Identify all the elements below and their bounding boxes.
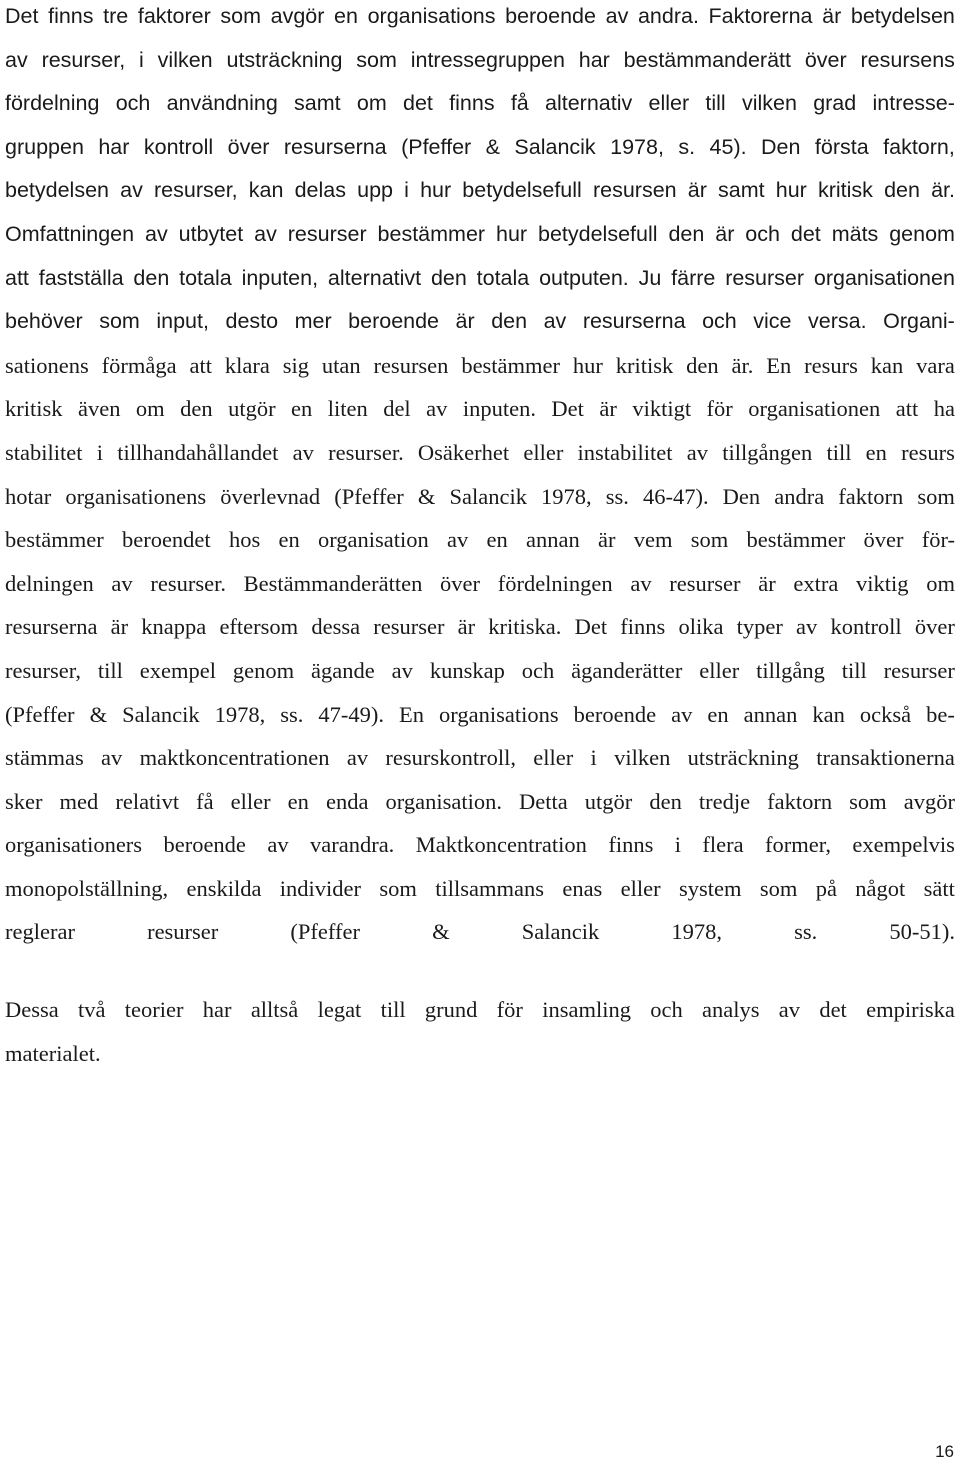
text-line: bestämmer beroendet hos en organisation av en annan är vem som bestämmer över för- bbox=[5, 527, 955, 553]
text-line: fördelning och användning samt om det finns få alternativ eller till vilken grad intresse- bbox=[5, 91, 955, 116]
page-number: 16 bbox=[935, 1442, 954, 1461]
text-line: gruppen har kontroll över resurserna (Pfeffer & Salancik 1978, s. 45). Den första faktorn, bbox=[5, 134, 955, 159]
text-line: att fastställa den totala inputen, alternativt den totala outputen. Ju färre resurser organisationen bbox=[5, 265, 955, 290]
text-line: sationens förmåga att klara sig utan resursen bestämmer hur kritisk den är. En resurs kan vara bbox=[5, 352, 955, 378]
text-line: delningen av resurser. Bestämmanderätten över fördelningen av resurser är extra viktig om bbox=[5, 570, 955, 596]
text-line: resurserna är knappa eftersom dessa resurser är kritiska. Det finns olika typer av kontroll över bbox=[5, 614, 955, 640]
text-line: monopolställning, enskilda individer som tillsammans enas eller system som på något sätt bbox=[5, 875, 955, 901]
text-line: materialet. bbox=[5, 1040, 101, 1066]
text-line: (Pfeffer & Salancik 1978, ss. 47-49). En organisations beroende av en annan kan också be- bbox=[5, 701, 955, 727]
text-line: hotar organisationens överlevnad (Pfeffer & Salancik 1978, ss. 46-47). Den andra faktorn som bbox=[5, 483, 955, 509]
text-line: Dessa två teorier har alltså legat till grund för insamling och analys av det empiriska bbox=[5, 997, 955, 1022]
text-line: Det finns tre faktorer som avgör en organisations beroende av andra. Faktorerna är betydelsen bbox=[5, 4, 955, 28]
text-line: organisationers beroende av varandra. Maktkoncentration finns i flera former, exempelvis bbox=[5, 832, 955, 858]
text-line: betydelsen av resurser, kan delas upp i hur betydelsefull resursen är samt hur kritisk den är. bbox=[5, 178, 955, 203]
body-paragraph-1 bbox=[5, 0, 955, 954]
text-line: kritisk även om den utgör en liten del av inputen. Det är viktigt för organisationen att ha bbox=[5, 396, 955, 422]
text-line: av resurser, i vilken utsträckning som intressegruppen har bestämmanderätt över resursens bbox=[5, 47, 955, 72]
text-line: behöver som input, desto mer beroende är den av resurserna och vice versa. Organi- bbox=[5, 309, 955, 334]
text-line: Omfattningen av utbytet av resurser bestämmer hur betydelsefull den är och det mäts genom bbox=[5, 221, 955, 246]
text-line: stämmas av maktkoncentrationen av resurskontroll, eller i vilken utsträckning transaktionerna bbox=[5, 745, 955, 771]
text-line: sker med relativt få eller en enda organisation. Detta utgör den tredje faktorn som avgör bbox=[5, 788, 955, 814]
text-line: reglerar resurser (Pfeffer & Salancik 1978, ss. 50-51). bbox=[5, 919, 955, 945]
text-line: resurser, till exempel genom ägande av kunskap och äganderätter eller tillgång till resurser bbox=[5, 657, 955, 683]
text-line: stabilitet i tillhandahållandet av resurser. Osäkerhet eller instabilitet av tillgången till en resurs bbox=[5, 439, 955, 465]
body-paragraph-2 bbox=[5, 988, 955, 1075]
